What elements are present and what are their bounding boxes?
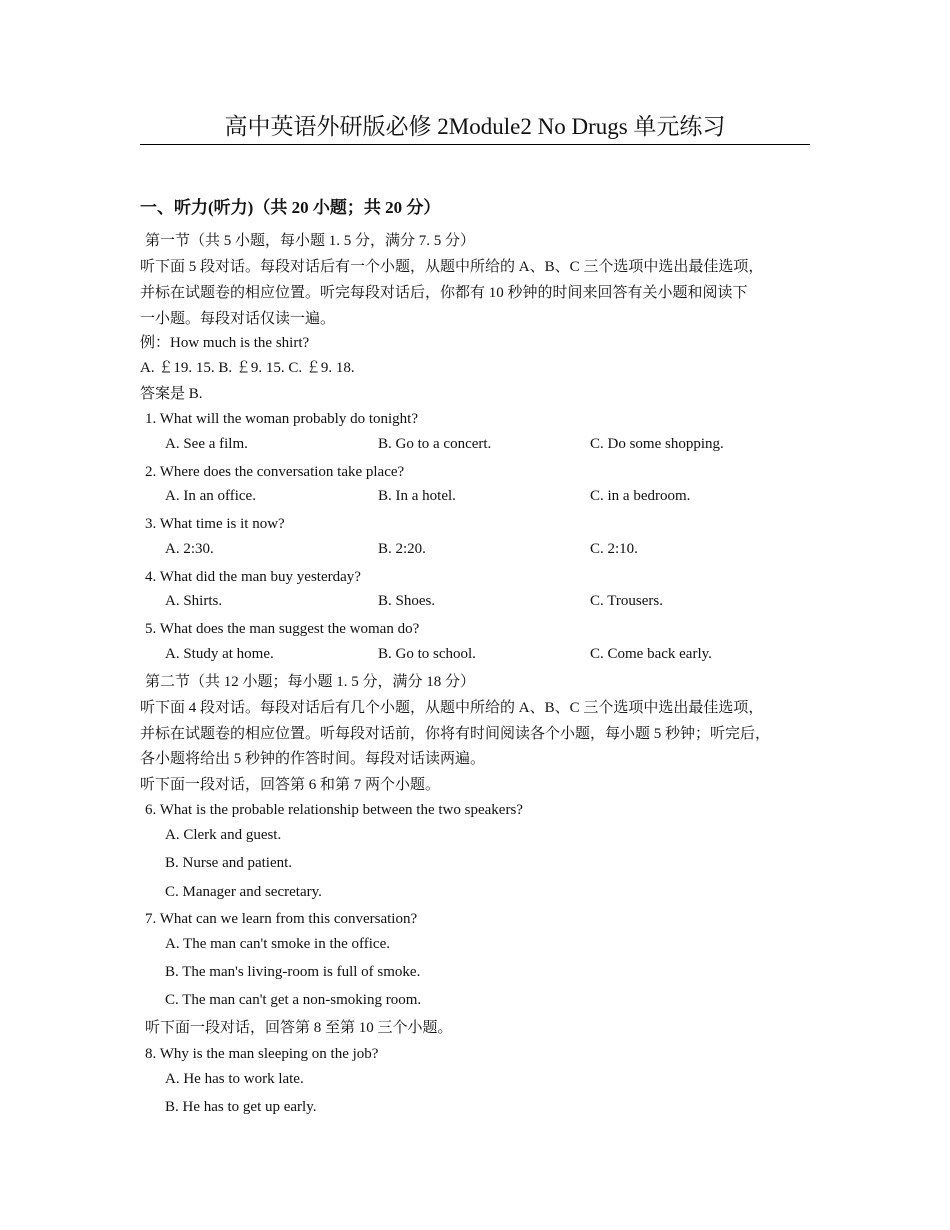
option-b: B. Go to school. [378,646,476,662]
option-c: C. Trousers. [590,593,663,609]
example-question: 例：How much is the shirt? [140,335,310,351]
option-c: C. Do some shopping. [590,436,724,452]
dialog-intro: 听下面一段对话，回答第 6 和第 7 两个小题。 [140,777,441,793]
part2-instructions-line: 听下面 4 段对话。每段对话后有几个小题，从题中所给的 A、B、C 三个选项中选出最佳选项， [140,700,764,716]
option-c: C. 2:10. [590,541,638,557]
option-c: C. The man can't get a non-smoking room. [165,992,422,1008]
question-1: 1. What will the woman probably do tonight? [145,411,419,427]
part1-instructions-line: 并标在试题卷的相应位置。听完每段对话后，你都有 10 秒钟的时间来回答有关小题和阅读下 [140,285,748,301]
option-a: A. Shirts. [165,593,223,609]
option-a: A. In an office. [165,488,256,504]
part2-instructions-line: 并标在试题卷的相应位置。听每段对话前，你将有时间阅读各个小题，每小题 5 秒钟；听完后， [140,726,771,742]
option-a: A. He has to work late. [165,1071,304,1087]
option-a: A. See a film. [165,436,248,452]
option-c: C. Come back early. [590,646,712,662]
option-b: B. He has to get up early. [165,1099,317,1115]
option-a: A. The man can't smoke in the office. [165,936,390,952]
part2-instructions-line: 各小题将给出 5 秒钟的作答时间。每段对话读两遍。 [140,751,486,767]
question-2: 2. Where does the conversation take place? [145,464,405,480]
option-b: B. The man's living-room is full of smoke. [165,964,421,980]
question-4: 4. What did the man buy yesterday? [145,569,361,585]
option-c: C. in a bedroom. [590,488,691,504]
example-answer: 答案是 B. [140,386,203,402]
example-options: A. ￡19. 15. B. ￡9. 15. C. ￡9. 18. [140,360,355,376]
part1-instructions-line: 一小题。每段对话仅读一遍。 [140,311,336,327]
part2-header: 第二节（共 12 小题；每小题 1. 5 分，满分 18 分） [145,674,476,690]
question-3: 3. What time is it now? [145,516,285,532]
document-title: 高中英语外研版必修 2Module2 No Drugs 单元练习 [140,110,810,145]
question-7: 7. What can we learn from this conversation? [145,911,418,927]
part1-header: 第一节（共 5 小题，每小题 1. 5 分，满分 7. 5 分） [145,233,476,249]
question-6: 6. What is the probable relationship between the two speakers? [145,802,523,818]
option-a: A. Study at home. [165,646,274,662]
option-c: C. Manager and secretary. [165,884,322,900]
option-b: B. In a hotel. [378,488,456,504]
option-a: A. 2:30. [165,541,214,557]
part1-instructions-line: 听下面 5 段对话。每段对话后有一个小题，从题中所给的 A、B、C 三个选项中选出最佳选项， [140,259,764,275]
dialog-intro: 听下面一段对话，回答第 8 至第 10 三个小题。 [145,1020,453,1036]
option-a: A. Clerk and guest. [165,827,282,843]
option-b: B. 2:20. [378,541,426,557]
question-5: 5. What does the man suggest the woman do? [145,621,420,637]
option-b: B. Nurse and patient. [165,855,293,871]
option-b: B. Shoes. [378,593,436,609]
option-b: B. Go to a concert. [378,436,492,452]
section-heading-listening: 一、听力(听力)（共 20 小题；共 20 分） [140,198,441,217]
question-8: 8. Why is the man sleeping on the job? [145,1046,379,1062]
